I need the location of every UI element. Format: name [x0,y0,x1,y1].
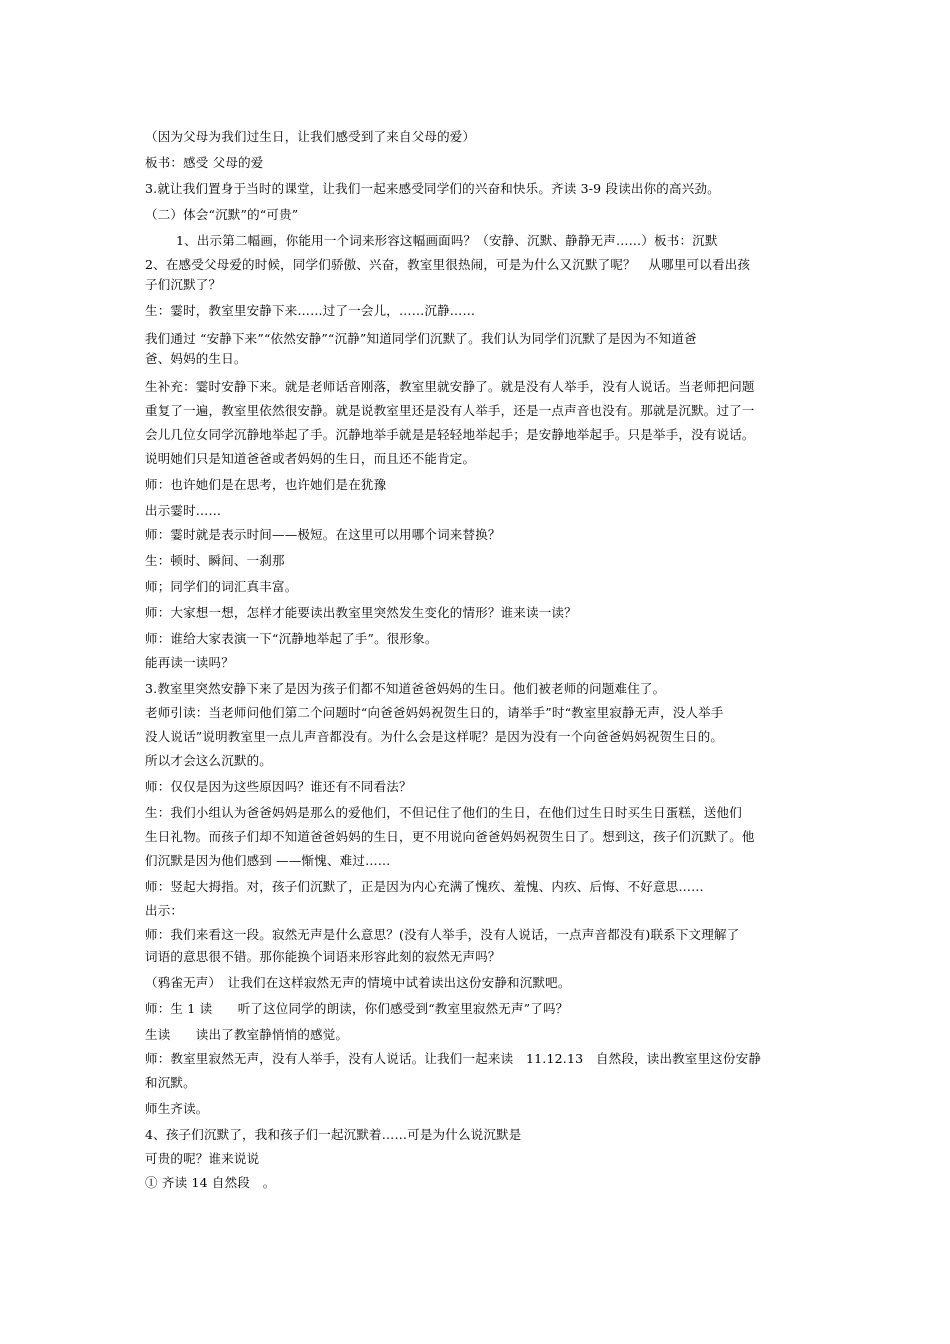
text-line: 1、出示第二幅画，你能用一个词来形容这幅画面吗？（安静、沉默、静静无声……）板书：沉默 [176,233,718,248]
text-line: 重复了一遍，教室里依然很安静。就是说教室里还是没有人举手，还是一点声音也没有。那就是沉默。过了一 [145,403,755,418]
text-line: 师：我们来看这一段。寂然无声是什么意思？(没有人举手，没有人说话，一点声音都没有)联系下文理解了 [145,927,740,942]
section-heading: （二）体会“沉默”的“可贵” [145,207,299,222]
text-line: 子们沉默了？ [145,277,222,292]
text-line: 师：教室里寂然无声，没有人举手，没有人说话。让我们一起来读 11.12.13 自然段，读出教室里这份安静 [145,1051,762,1066]
text-line: 我们通过 “安静下来”“依然安静”“沉静”知道同学们沉默了。我们认为同学们沉默了是因为不知道爸 [145,331,697,346]
text-line: 生：我们小组认为爸爸妈妈是那么的爱他们，不但记住了他们的生日，在他们过生日时买生日蛋糕，送他们 [145,805,742,820]
text-line: 出示： [145,903,184,918]
text-line: 板书：感受 父母的爱 [145,155,264,170]
text-line: 3.教室里突然安静下来了是因为孩子们都不知道爸爸妈妈的生日。他们被老师的问题难住了。 [145,681,666,696]
text-line: 可贵的呢？谁来说说 [145,1151,260,1166]
text-line: 老师引读：当老师问他们第二个问题时“向爸爸妈妈祝贺生日的，请举手”时“教室里寂静无声，没人举手 [145,705,724,720]
text-line: 生：霎时，教室里安静下来……过了一会儿，……沉静…… [145,303,476,318]
text-line: 4、孩子们沉默了，我和孩子们一起沉默着……可是为什么说沉默是 [145,1127,522,1142]
text-line: （鸦雀无声） 让我们在这样寂然无声的情境中试着读出这份安静和沉默吧。 [145,975,571,990]
text-line: 师生齐读。 [145,1101,209,1116]
text-line: 师：仅仅是因为这些原因吗？谁还有不同看法？ [145,779,412,794]
text-line: 和沉默。 [145,1075,196,1090]
text-line: 师：霎时就是表示时间——极短。在这里可以用哪个词来替换？ [145,527,501,542]
text-line: 能再读一读吗？ [145,655,234,670]
text-line: 生补充：霎时安静下来。就是老师话音刚落，教室里就安静了。就是没有人举手，没有人说话。当老师把问题 [145,379,755,394]
text-line: 师：生 1 读 听了这位同学的朗读，你们感受到“教室里寂然无声”了吗？ [145,1001,569,1016]
text-line: （因为父母为我们过生日，让我们感受到了来自父母的爱） [145,129,476,144]
text-line: 生日礼物。而孩子们却不知道爸爸妈妈的生日，更不用说向爸爸妈妈祝贺生日了。想到这，孩子们沉默了。他 [145,829,755,844]
text-line: ① 齐读 14 自然段 。 [145,1175,276,1190]
text-line: 师：也许她们是在思考，也许她们是在犹豫 [145,477,387,492]
text-line: 会儿几位女同学沉静地举起了手。沉静地举手就是是轻轻地举起手；是安静地举起手。只是举手，没有说话。 [145,427,755,442]
text-line: 师；同学们的词汇真丰富。 [145,579,298,594]
text-line: 出示霎时…… [145,503,222,518]
text-line: 生读 读出了教室静悄悄的感觉。 [145,1027,349,1042]
text-line: 没人说话”说明教室里一点儿声音都没有。为什么会是这样呢？是因为没有一个向爸爸妈妈祝贺生日的。 [145,729,724,744]
text-line: 师：谁给大家表演一下“沉静地举起了手”。很形象。 [145,631,438,646]
text-line: 们沉默是因为他们感到 ——惭愧、难过…… [145,853,391,868]
text-line: 所以才会这么沉默的。 [145,753,273,768]
text-line: 说明她们只是知道爸爸或者妈妈的生日，而且还不能肯定。 [145,451,476,466]
text-line: 生：顿时、瞬间、一刹那 [145,553,285,568]
text-line: 词语的意思很不错。那你能换个词语来形容此刻的寂然无声吗？ [145,949,501,964]
text-line: 爸、妈妈的生日。 [145,351,247,366]
text-line: 师：竖起大拇指。对，孩子们沉默了，正是因为内心充满了愧疚、羞愧、内疚、后悔、不好意思…… [145,879,704,894]
text-line: 师：大家想一想，怎样才能要读出教室里突然发生变化的情形？谁来读一读？ [145,605,577,620]
text-line: 3.就让我们置身于当时的课堂，让我们一起来感受同学们的兴奋和快乐。齐读 3-9 段读出你的高兴劲。 [145,181,720,196]
text-line: 2、在感受父母爱的时候，同学们骄傲、兴奋，教室里很热闹，可是为什么又沉默了呢？ 从哪里可以看出孩 [145,257,751,272]
